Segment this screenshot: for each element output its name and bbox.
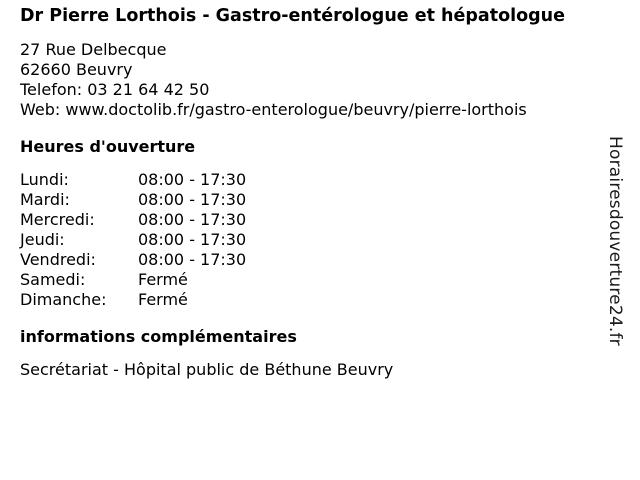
hours-time: 08:00 - 17:30 <box>138 230 247 249</box>
site-watermark: Horairesdouverture24.fr <box>605 136 625 346</box>
opening-hours-heading: Heures d'ouverture <box>20 137 196 156</box>
hours-day: Dimanche: <box>20 290 107 309</box>
additional-info-heading: informations complémentaires <box>20 327 297 346</box>
hours-row-wednesday <box>20 210 600 230</box>
hours-time: Fermé <box>138 270 188 289</box>
hours-day: Mercredi: <box>20 210 95 229</box>
hours-day: Jeudi: <box>20 230 65 249</box>
address-block <box>20 40 600 120</box>
hours-day: Samedi: <box>20 270 86 289</box>
hours-row-saturday <box>20 270 600 290</box>
hours-row-tuesday <box>20 190 600 210</box>
hours-day: Vendredi: <box>20 250 96 269</box>
street-address: 27 Rue Delbecque <box>20 40 167 59</box>
page-title: Dr Pierre Lorthois - Gastro-entérologue et hépatologue <box>20 6 565 26</box>
hours-row-thursday <box>20 230 600 250</box>
hours-time: 08:00 - 17:30 <box>138 170 247 189</box>
additional-info-text: Secrétariat - Hôpital public de Béthune Beuvry <box>20 360 394 379</box>
hours-row-monday <box>20 170 600 190</box>
opening-hours-table <box>20 170 600 310</box>
city-postcode: 62660 Beuvry <box>20 60 133 79</box>
hours-day: Lundi: <box>20 170 69 189</box>
hours-row-friday <box>20 250 600 270</box>
hours-time: 08:00 - 17:30 <box>138 190 247 209</box>
phone-number: Telefon: 03 21 64 42 50 <box>20 80 210 99</box>
hours-time: 08:00 - 17:30 <box>138 210 247 229</box>
hours-day: Mardi: <box>20 190 70 209</box>
listing-content <box>20 6 600 380</box>
hours-time: 08:00 - 17:30 <box>138 250 247 269</box>
hours-time: Fermé <box>138 290 188 309</box>
hours-row-sunday <box>20 290 600 310</box>
website-link[interactable]: Web: www.doctolib.fr/gastro-enterologue/beuvry/pierre-lorthois <box>20 100 527 119</box>
